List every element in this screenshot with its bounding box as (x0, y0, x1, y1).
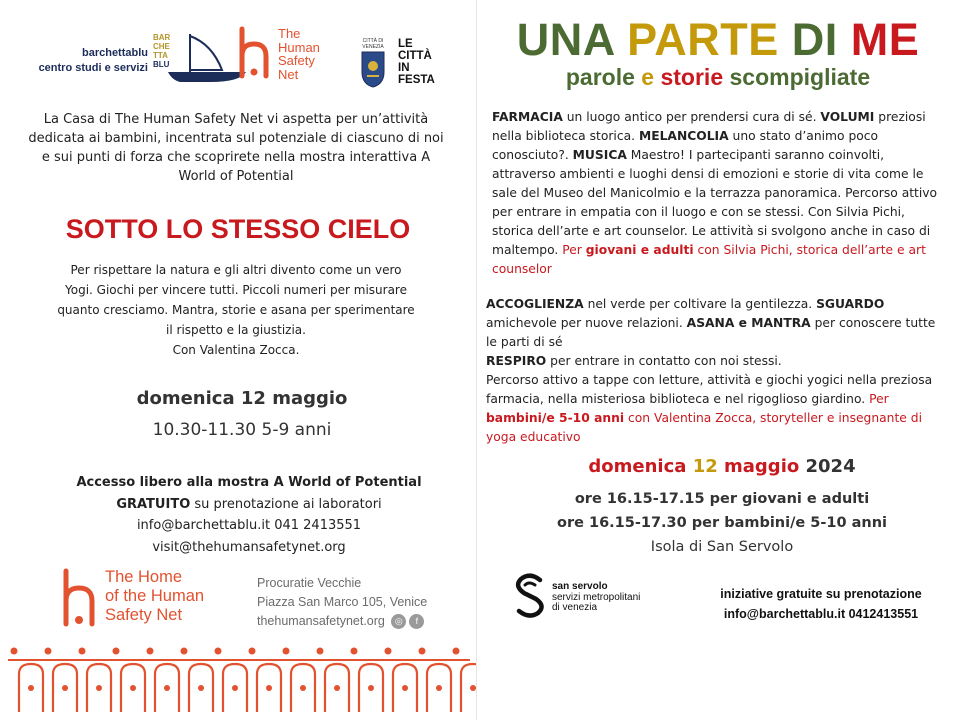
right-panel (476, 0, 960, 720)
citta-in-festa-logo: CITTÀ DI VENEZIA LE CITTÀ IN FESTA (358, 38, 448, 90)
dot-decoration (28, 685, 34, 691)
dot-decoration (96, 685, 102, 691)
dot-decoration (45, 648, 52, 655)
home-of-hsn-logo: The Home of the Human Safety Net Procuratie Vecchie Piazza San Marco 105, Venice thehumansafetynet.org ◎ f (58, 568, 458, 632)
dot-decoration (181, 648, 188, 655)
dot-decoration (300, 685, 306, 691)
dot-decoration (385, 648, 392, 655)
event-time-left: 10.30-11.30 5-9 anni (152, 420, 332, 440)
dot-decoration (113, 648, 120, 655)
contact-info: info@barchettablu.it 041 2413551 (136, 518, 362, 533)
event-date-left: domenica 12 maggio (136, 388, 348, 409)
dot-decoration (130, 685, 136, 691)
hsn-h-icon (234, 26, 274, 82)
dot-decoration (436, 685, 442, 691)
left-panel (0, 0, 476, 720)
dot-decoration (453, 648, 460, 655)
dot-decoration (198, 685, 204, 691)
barchettablu-tagline: centro studi e servizi (38, 62, 148, 74)
san-servolo-s-icon (512, 572, 548, 618)
subtitle: parole e storie scompigliate (565, 64, 871, 90)
visit-email: visit@thehumansafetynet.org (152, 539, 346, 555)
instagram-icon[interactable]: ◎ (391, 614, 406, 629)
dot-decoration (317, 648, 324, 655)
main-title: UNA PARTE DI ME (516, 14, 920, 65)
barchettablu-name: barchettablu (81, 47, 148, 59)
dot-decoration (232, 685, 238, 691)
human-safety-net-logo: The Human Safety Net (234, 26, 344, 86)
hsn-h-large-icon (58, 568, 102, 630)
dot-decoration (402, 685, 408, 691)
dot-decoration (79, 648, 86, 655)
address-block: Procuratie Vecchie Piazza San Marco 105, Venice thehumansafetynet.org ◎ f (257, 576, 428, 628)
access-info: Accesso libero alla mostra A World of Potential GRATUITO su prenotazione ai laboratori info@barchettablu.it 041 2413551 visit@thehumansafetynet.org (0, 472, 498, 558)
facebook-icon[interactable]: f (409, 614, 424, 629)
dot-decoration (283, 648, 290, 655)
dot-decoration (266, 685, 272, 691)
description-adults: FARMACIA un luogo antico per prendersi cura di sé. VOLUMI preziosi nella biblioteca storica. MELANCOLIA uno stato d’animo poco conosciuto?. MUSICA Maestro! I partecipanti saranno coinvolti, attraverso ambienti e luoghi densi di emozioni e storie di vita come le sale del Museo del Manicolmio e la terrazza panoramica. Percorso attivo per entrare in empatia con il luogo e con se stessi. Con Silvia Pichi, storica dell’arte e art counselor. Le attività si svolgono anche in caso di maltempo. Per giovani e adulti con Silvia Pichi, storica dell’arte e art counselor (492, 110, 938, 276)
booking-info: iniziative gratuite su prenotazione info@barchettablu.it 0412413551 (720, 587, 922, 621)
description-children: ACCOGLIENZA nel verde per coltivare la gentilezza. SGUARDO amichevole per nuove relazioni. ASANA e MANTRA per conoscere tutte le parti di sé RESPIRO per entrare in contatto con noi stessi. Percorso attivo a tappe con letture, attività e giochi yogici nella preziosa farmacia, nella misteriosa biblioteca e nel rigoglioso giardino. Per bambini/e 5-10 anni con Valentina Zocca, storyteller e insegnante di yoga educativo (486, 297, 936, 444)
dot-decoration (215, 648, 222, 655)
event-place: Isola di San Servolo (650, 539, 794, 555)
intro-text: La Casa di The Human Safety Net vi aspetta per un’attività dedicata ai bambini, incentrata sul potenziale di ciascuno di noi e sui punti di forza che scoprirete nella mostra interattiva A World of Potential (28, 112, 444, 184)
dot-decoration (147, 648, 154, 655)
dot-decoration (62, 685, 68, 691)
svg-text:TTA: TTA (153, 51, 168, 60)
event-date-right: domenica 12 maggio 2024 (588, 456, 856, 477)
workshop-title-left: SOTTO LO STESSO CIELO (65, 214, 411, 244)
dot-decoration (351, 648, 358, 655)
dot-decoration (164, 685, 170, 691)
dot-decoration (368, 685, 374, 691)
svg-text:BLU: BLU (153, 60, 170, 69)
workshop-description-left: Per rispettare la natura e gli altri divento come un vero Yogi. Giochi per vincere tutti. Piccoli numeri per misurare quanto cresciamo. Mantra, storie e asana per sperimentare il rispetto e la giustizia. Con Valentina Zocca. (57, 263, 415, 357)
decorative-border (0, 644, 476, 720)
svg-text:BAR: BAR (153, 33, 171, 42)
dot-decoration (419, 648, 426, 655)
dot-decoration (11, 648, 18, 655)
dot-decoration (334, 685, 340, 691)
dot-decoration (249, 648, 256, 655)
svg-text:CHE: CHE (153, 42, 170, 51)
barchettablu-logo (36, 30, 216, 84)
venezia-crest-icon (360, 50, 386, 88)
event-times-right: ore 16.15-17.15 per giovani e adulti ore 16.15-17.30 per bambini/e 5-10 anni Isola di San Servolo (476, 487, 960, 559)
san-servolo-logo: san servolo servizi metropolitani di venezia (512, 572, 682, 622)
